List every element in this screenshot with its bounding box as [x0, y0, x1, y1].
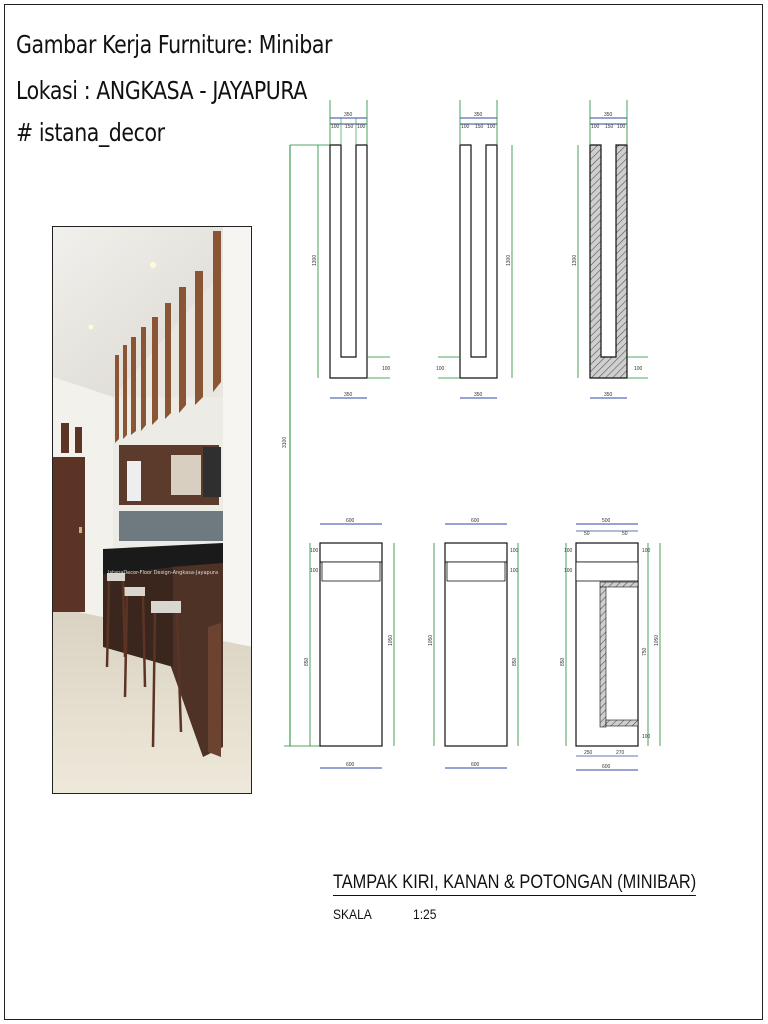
svg-text:850: 850	[560, 657, 566, 666]
svg-text:100: 100	[642, 734, 651, 740]
svg-text:100: 100	[310, 548, 319, 554]
top-middle-elevation	[436, 100, 512, 398]
svg-text:1050: 1050	[388, 634, 394, 646]
svg-text:1300: 1300	[506, 254, 512, 266]
svg-text:270: 270	[616, 750, 625, 756]
drawing-title: Gambar Kerja Furniture: Minibar	[16, 30, 333, 59]
svg-text:600: 600	[471, 518, 480, 524]
svg-text:50: 50	[584, 531, 590, 537]
svg-text:600: 600	[602, 764, 611, 770]
svg-text:100: 100	[510, 568, 519, 574]
svg-text:350: 350	[474, 112, 483, 118]
svg-text:1300: 1300	[312, 254, 318, 266]
svg-text:3100: 3100	[282, 436, 288, 448]
svg-text:850: 850	[304, 657, 310, 666]
svg-text:150: 150	[345, 124, 354, 130]
svg-text:100: 100	[436, 366, 445, 372]
title-block	[333, 872, 755, 922]
scale-value: 1:25	[413, 906, 437, 922]
bottom-right-section	[560, 518, 660, 770]
svg-text:350: 350	[474, 392, 483, 398]
svg-text:1050: 1050	[654, 634, 660, 646]
svg-text:350: 350	[604, 392, 613, 398]
svg-text:100: 100	[591, 124, 600, 130]
location-line: Lokasi : ANGKASA - JAYAPURA	[16, 76, 307, 105]
svg-text:100: 100	[357, 124, 366, 130]
svg-text:50: 50	[622, 531, 628, 537]
svg-text:600: 600	[346, 762, 355, 768]
svg-text:100: 100	[634, 366, 643, 372]
svg-text:100: 100	[331, 124, 340, 130]
svg-text:600: 600	[346, 518, 355, 524]
svg-text:100: 100	[617, 124, 626, 130]
svg-text:350: 350	[604, 112, 613, 118]
svg-text:350: 350	[344, 392, 353, 398]
svg-text:100: 100	[382, 366, 391, 372]
svg-text:1050: 1050	[428, 634, 434, 646]
scale-label: SKALA	[333, 906, 372, 922]
top-right-section	[572, 100, 648, 398]
svg-text:150: 150	[475, 124, 484, 130]
photo-watermark: IstanaDecor-Floor Design-Angkasa-Jayapura	[108, 570, 219, 576]
svg-text:150: 150	[605, 124, 614, 130]
svg-text:850: 850	[512, 657, 518, 666]
svg-text:250: 250	[584, 750, 593, 756]
svg-text:750: 750	[642, 647, 648, 656]
svg-text:1300: 1300	[572, 254, 578, 266]
svg-text:100: 100	[564, 568, 573, 574]
svg-text:100: 100	[564, 548, 573, 554]
bottom-middle-elevation	[428, 518, 519, 768]
svg-text:100: 100	[487, 124, 496, 130]
svg-text:500: 500	[602, 518, 611, 524]
svg-text:100: 100	[310, 568, 319, 574]
svg-text:100: 100	[642, 548, 651, 554]
svg-text:100: 100	[510, 548, 519, 554]
svg-text:100: 100	[461, 124, 470, 130]
svg-text:350: 350	[344, 112, 353, 118]
bottom-left-elevation	[304, 518, 394, 768]
svg-text:600: 600	[471, 762, 480, 768]
sheet-title: TAMPAK KIRI, KANAN & POTONGAN (MINIBAR)	[333, 872, 696, 896]
hashtag-line: # istana_decor	[16, 118, 165, 147]
